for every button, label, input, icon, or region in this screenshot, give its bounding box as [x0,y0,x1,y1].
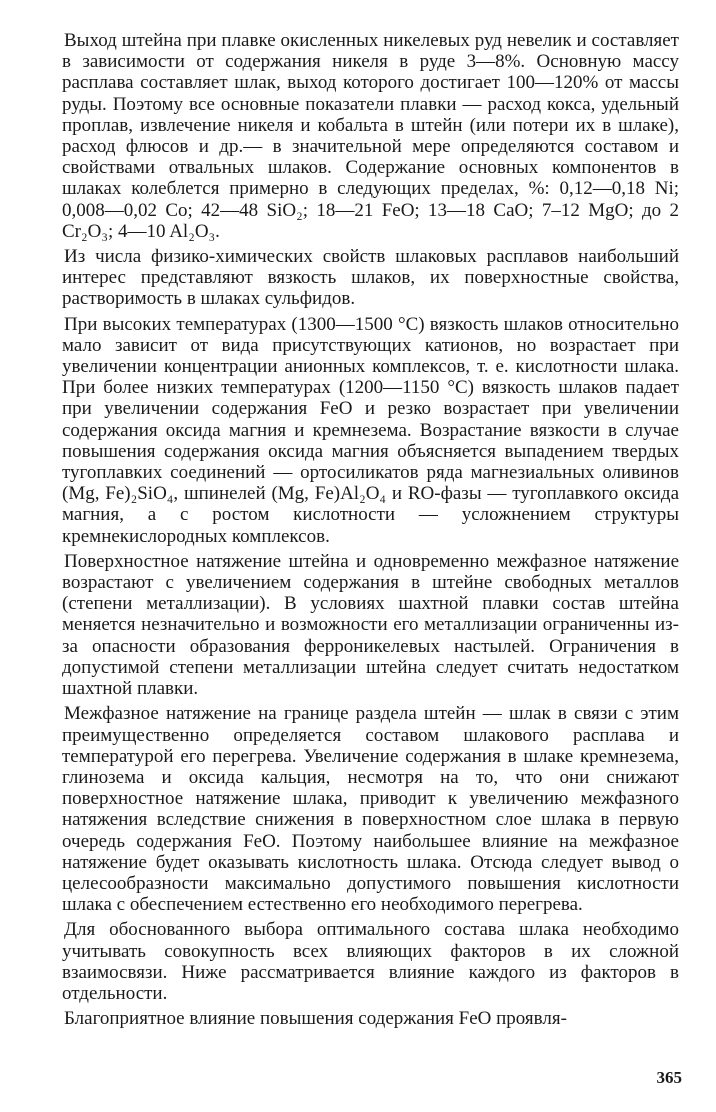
paragraph-slag-properties: Из числа физико-химических свойств шлаковых расплавов наибольший интерес представляют вязкость шлаков, их поверхностные свойства, растворимость в шлаках сульфидов. [62,246,679,310]
paragraph-surface-tension: Поверхностное натяжение штейна и одновременно межфазное натяжение возрастают с увеличением содержания в штейне свободных металлов (степени металлизации). В условиях шахтной плавки состав штейна меняется незначительно и возможности его металлизации ограниченны из-за опасности образования ферроникелевых настылей. Ограничения в допустимой степени металлизации штейна следует считать недостатком шахтной плавки. [62,550,679,700]
paragraph-interfacial-tension: Межфазное натяжение на границе раздела штейн — шлак в связи с этим преимущественно определяется составом шлакового расплава и температурой его перегрева. Увеличение содержания в шлаке кремнезема, глинозема и оксида кальция, несмотря на то, что они снижают поверхностное натяжение шлака, приводит к увеличению межфазного натяжения вследствие снижения в поверхностном слое шлака в первую очередь содержания FeO. Поэтому наибольшее влияние на межфазное натяжение будет оказывать кислотность шлака. Отсюда следует вывод о целесообразности максимально допустимого повышения кислотности шлака с обеспечением естественно его необходимого перегрева. [62,703,679,916]
paragraph-feo-influence: Благоприятное влияние повышения содержания FeO проявля- [64,1008,567,1030]
paragraph-slag-viscosity: При высоких температурах (1300—1500 °С) вязкость шлаков относительно мало зависит от вида присутствующих катионов, но возрастает при увеличении концентрации анионных комплексов, т. е. кислотности шлака. При более низких температурах (1200—1150 °С) вязкость шлаков падает при увеличении содержания FeO и резко возрастает при увеличении содержания оксида магния и кремнезема. Возрастание вязкости в случае повышения содержания оксида магния объясняется выпадением твердых тугоплавких соединений — ортосиликатов ряда магнезиальных оливинов (Mg, Fe)₂SiO₄, шпинелей (Mg, Fe)Al₂O₄ и RO-фазы — тугоплавкого оксида магния, а с ростом кислотности — усложнением структуры кремнекислородных комплексов. [62,313,679,547]
page-body [62,30,679,1090]
paragraph-slag-composition: Выход штейна при плавке окисленных никелевых руд невелик и составляет в зависимости от содержания никеля в руде 3—8%. Основную массу расплава составляет шлак, выход которого достигает 100—120% от массы руды. Поэтому все основные показатели плавки — расход кокса, удельный проплав, извлечение никеля и кобальта в штейн (или потери их в шлаке), расход флюсов и др.— в значительной мере определяются составом и свойствами отвальных шлаков. Содержание основных компонентов в шлаках колеблется примерно в следующих пределах, %: 0,12—0,18 Ni; 0,008—0,02 Co; 42—48 SiO₂; 18—21 FeO; 13—18 CaO; 7–12 MgO; до 2 Cr₂O₃; 4—10 Al₂O₃. [62,30,679,242]
paragraph-optimal-composition: Для обоснованного выбора оптимального состава шлака необходимо учитывать совокупность всех влияющих факторов в их сложной взаимосвязи. Ниже рассматривается влияние каждого из факторов в отдельности. [62,919,679,1004]
page-number: 365 [656,1068,682,1087]
